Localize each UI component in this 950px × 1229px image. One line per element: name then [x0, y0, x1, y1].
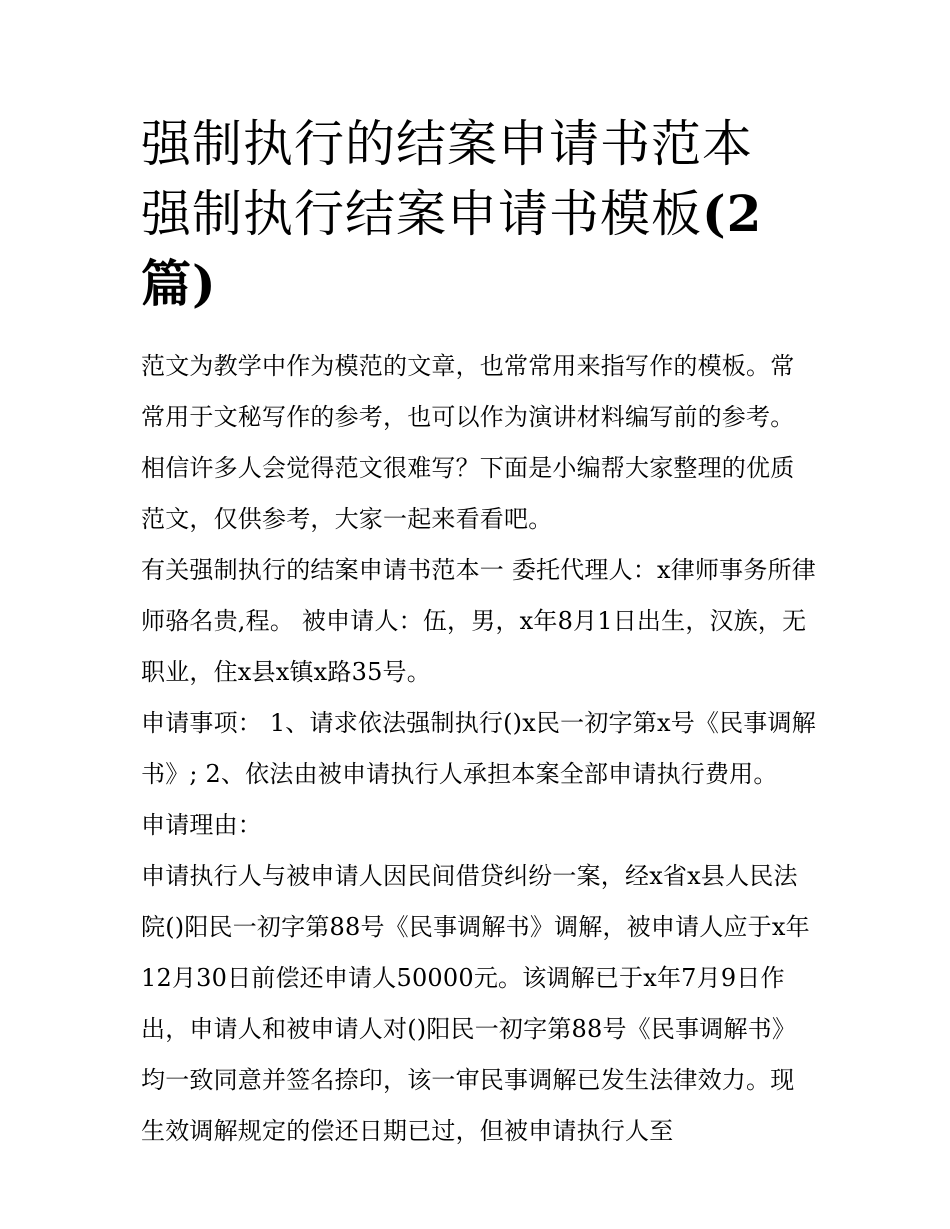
party-info-paragraph: 有关强制执行的结案申请书范本一 委托代理人：x律师事务所律师骆名贵,程。 被申请人：伍，男，x年8月1日出生，汉族，无职业，住x县x镇x路35号。 — [141, 556, 816, 686]
document-title-main: 强制执行的结案申请书范本 强制执行结案申请书模板 — [141, 115, 753, 243]
reasons-paragraph: 申请执行人与被申请人因民间借贷纠纷一案，经x省x县人民法院()阳民一初字第88号《民事调解书》调解，被申请人应于x年12月30日前偿还申请人50000元。该调解已于x年7月9日作出，申请人和被申请人对()阳民一初字第88号《民事调解书》均一致同意并签名捺印，该一审民事调解已发生法律效力。现生效调解规定的偿还日期已过，但被申请执行人至 — [141, 862, 810, 1145]
document-title-suffix: (2篇) — [141, 184, 763, 313]
document-page — [141, 110, 816, 1157]
intro-paragraph: 范文为教学中作为模范的文章，也常常用来指写作的模板。常常用于文秘写作的参考，也可以作为演讲材料编写前的参考。相信许多人会觉得范文很难写？下面是小编帮大家整理的优质范文，仅供参考，大家一起来看看吧。 — [141, 352, 795, 533]
reasons-heading: 申请理由： — [141, 811, 262, 839]
request-items-paragraph: 申请事项： 1、请求依法强制执行()x民一初字第x号《民事调解书》; 2、依法由被申请执行人承担本案全部申请执行费用。 — [141, 709, 816, 788]
document-title — [141, 110, 816, 319]
